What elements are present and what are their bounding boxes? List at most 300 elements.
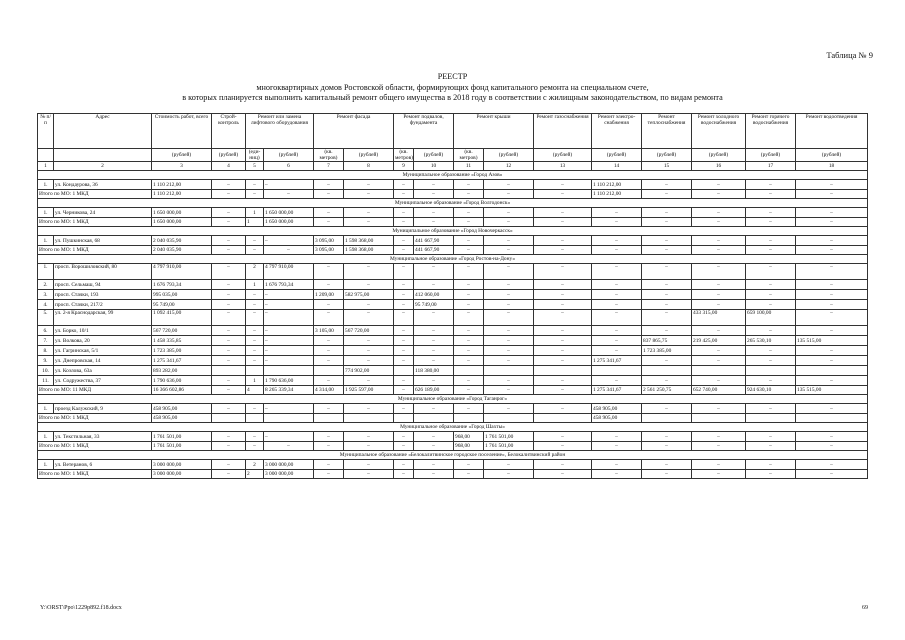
table-cell: 1. [38, 236, 54, 246]
table-cell: просп. Ворошиловский, 80 [54, 264, 152, 280]
table-row [38, 310, 868, 326]
table-cell: – [454, 326, 484, 336]
table-row [38, 376, 868, 386]
table-cell: – [746, 432, 796, 442]
table-cell: – [212, 290, 246, 300]
table-cell: – [394, 180, 414, 190]
table-cell: – [746, 300, 796, 310]
unit-cell: (рублей) [344, 149, 394, 162]
table-cell: 2 [246, 460, 264, 470]
table-cell: – [212, 236, 246, 246]
table-cell: – [796, 404, 868, 414]
total-row [38, 246, 868, 255]
total-cell: – [414, 218, 454, 227]
total-cell: – [454, 190, 484, 199]
table-cell: – [414, 264, 454, 280]
table-cell: – [642, 236, 692, 246]
table-cell: ул. Кондаурова, 36 [54, 180, 152, 190]
table-cell: – [746, 404, 796, 414]
table-cell [394, 366, 414, 376]
table-cell: – [484, 300, 534, 310]
unit-cell: (рублей) [264, 149, 314, 162]
table-cell: – [796, 236, 868, 246]
total-row [38, 442, 868, 451]
table-cell: – [692, 290, 746, 300]
table-cell: 95 749,00 [152, 300, 212, 310]
total-cell: – [484, 218, 534, 227]
table-cell: – [246, 300, 264, 310]
table-cell: – [484, 236, 534, 246]
col-number: 2 [54, 162, 152, 171]
total-cell: – [484, 470, 534, 479]
table-cell: – [642, 460, 692, 470]
total-cell: – [246, 246, 264, 255]
table-cell: – [592, 346, 642, 356]
table-cell: – [344, 346, 394, 356]
municipality-name: Муниципальное образование «Город Волгодонск» [38, 199, 868, 208]
table-cell: – [394, 432, 414, 442]
total-cell: 4 [246, 386, 264, 395]
table-cell: просп. Стачки, 193 [54, 290, 152, 300]
total-label: Итого по МО: 1 МКД [38, 442, 152, 451]
table-cell: 11. [38, 376, 54, 386]
table-cell: – [314, 460, 344, 470]
table-cell: ул. Гагринская, 5/1 [54, 346, 152, 356]
table-cell: – [592, 326, 642, 336]
header-drain: Ремонт водоотведения [796, 114, 868, 149]
table-row [38, 336, 868, 346]
total-cell [212, 414, 246, 423]
table-cell: – [534, 326, 592, 336]
table-cell: – [344, 264, 394, 280]
table-cell: 1 598 368,00 [344, 236, 394, 246]
table-cell: – [414, 310, 454, 326]
table-row [38, 264, 868, 280]
unit-cell: (рублей) [152, 149, 212, 162]
total-cell: 2 040 035,90 [152, 246, 212, 255]
footer-file-path: Y:\ORST\Ppo\1229p892.f18.docx [40, 605, 122, 611]
table-cell: 1 [246, 208, 264, 218]
table-cell: – [746, 376, 796, 386]
table-cell: – [592, 280, 642, 290]
table-cell: – [534, 346, 592, 356]
table-cell: 1 790 636,00 [264, 376, 314, 386]
table-cell: – [592, 432, 642, 442]
table-cell: – [454, 336, 484, 346]
table-cell: – [212, 376, 246, 386]
total-cell: – [314, 190, 344, 199]
table-cell: – [344, 376, 394, 386]
table-cell: – [394, 290, 414, 300]
total-cell: 1 650 000,00 [264, 218, 314, 227]
table-cell: 135 515,00 [796, 336, 868, 346]
table-cell: – [344, 208, 394, 218]
table-cell: – [796, 264, 868, 280]
header-gas: Ремонт газоснабжения [534, 114, 592, 149]
total-cell: – [592, 246, 642, 255]
table-cell: – [642, 326, 692, 336]
total-cell: – [642, 190, 692, 199]
table-cell: – [796, 460, 868, 470]
header-cold-water: Ремонт холодного водоснабжения [692, 114, 746, 149]
total-cell: 1 598 368,00 [344, 246, 394, 255]
table-cell: – [534, 356, 592, 366]
table-cell [264, 366, 314, 376]
total-cell: – [534, 386, 592, 395]
unit-cell: (рублей) [746, 149, 796, 162]
table-cell: – [314, 310, 344, 326]
table-cell: – [484, 290, 534, 300]
table-cell: 1 [246, 280, 264, 290]
table-cell: – [394, 376, 414, 386]
total-cell: – [796, 190, 868, 199]
col-number: 5 [246, 162, 264, 171]
footer-page-number: 69 [862, 605, 868, 611]
total-cell: – [414, 442, 454, 451]
table-cell: – [246, 310, 264, 326]
table-cell: – [746, 326, 796, 336]
total-cell: 3 095,00 [314, 246, 344, 255]
total-cell: – [746, 190, 796, 199]
total-cell: 16 366 602,86 [152, 386, 212, 395]
total-cell: – [212, 218, 246, 227]
table-cell: – [454, 264, 484, 280]
table-cell: – [394, 346, 414, 356]
total-cell: – [212, 442, 246, 451]
table-cell: – [484, 346, 534, 356]
table-cell: – [314, 404, 344, 414]
total-cell [264, 414, 314, 423]
table-cell: 3. [38, 290, 54, 300]
table-cell: 3 000 000,00 [152, 460, 212, 470]
table-cell: – [692, 300, 746, 310]
total-label: Итого по МО: 1 МКД [38, 470, 152, 479]
table-cell: 1 761 501,00 [152, 432, 212, 442]
table-cell: – [746, 356, 796, 366]
table-cell: – [534, 280, 592, 290]
table-cell: – [692, 460, 746, 470]
table-cell: – [246, 336, 264, 346]
table-cell: – [592, 376, 642, 386]
total-row [38, 386, 868, 395]
table-cell [454, 366, 484, 376]
total-cell: 1 110 212,00 [152, 190, 212, 199]
col-number: 18 [796, 162, 868, 171]
table-cell: проезд Калужский, 9 [54, 404, 152, 414]
table-cell: – [394, 356, 414, 366]
table-cell: – [642, 180, 692, 190]
table-cell: 7. [38, 336, 54, 346]
table-cell: 118 380,00 [414, 366, 454, 376]
header-num: № п/п [38, 114, 54, 149]
total-cell: – [314, 470, 344, 479]
table-cell: 5. [38, 310, 54, 326]
header-electric: Ремонт электро-снабжения [592, 114, 642, 149]
table-cell: ул. Борко, 10/1 [54, 326, 152, 336]
total-cell: 968,00 [454, 442, 484, 451]
table-cell: – [746, 280, 796, 290]
table-cell: – [484, 404, 534, 414]
table-cell: – [212, 310, 246, 326]
table-cell: ул. Козлова, 63а [54, 366, 152, 376]
total-cell: – [212, 386, 246, 395]
table-cell: – [212, 326, 246, 336]
table-cell [796, 366, 868, 376]
unit-cell: (рублей) [796, 149, 868, 162]
total-row [38, 190, 868, 199]
table-cell: 3 000 000,00 [264, 460, 314, 470]
col-number: 12 [484, 162, 534, 171]
table-cell: 995 035,00 [152, 290, 212, 300]
table-cell: – [746, 460, 796, 470]
table-cell: 1 676 793,34 [264, 280, 314, 290]
col-number: 13 [534, 162, 592, 171]
table-cell: – [454, 356, 484, 366]
table-row [38, 366, 868, 376]
unit-cell: (рублей) [692, 149, 746, 162]
table-cell: – [592, 300, 642, 310]
table-cell: 1 676 793,34 [152, 280, 212, 290]
table-cell: – [212, 180, 246, 190]
table-cell: – [344, 310, 394, 326]
total-cell: 626 189,00 [414, 386, 454, 395]
table-cell [642, 366, 692, 376]
municipality-row [38, 199, 868, 208]
table-cell: 1 790 636,00 [152, 376, 212, 386]
table-cell: – [534, 404, 592, 414]
table-cell: 2. [38, 280, 54, 290]
total-cell [394, 414, 414, 423]
unit-cell: (кв. метров) [454, 149, 484, 162]
total-cell: – [212, 190, 246, 199]
table-cell: – [796, 376, 868, 386]
table-cell: 4 797 910,00 [152, 264, 212, 280]
table-cell: 95 749,00 [414, 300, 454, 310]
table-cell: 1. [38, 180, 54, 190]
col-number: 9 [394, 162, 414, 171]
table-cell: – [264, 300, 314, 310]
table-cell: – [344, 404, 394, 414]
table-cell: 458 905,00 [152, 404, 212, 414]
table-cell: 774 902,00 [344, 366, 394, 376]
total-cell: – [344, 190, 394, 199]
total-cell: – [692, 218, 746, 227]
table-cell: – [314, 280, 344, 290]
table-cell: – [592, 460, 642, 470]
units-row [38, 149, 868, 162]
unit-cell: (кв. метров) [314, 149, 344, 162]
table-cell: – [394, 236, 414, 246]
total-cell: – [394, 442, 414, 451]
table-cell: 1 110 212,00 [152, 180, 212, 190]
total-cell: – [344, 442, 394, 451]
table-cell: 1. [38, 432, 54, 442]
table-cell: – [314, 336, 344, 346]
table-cell: 1. [38, 264, 54, 280]
table-cell: 1 209,00 [314, 290, 344, 300]
table-cell: – [454, 280, 484, 290]
col-number: 10 [414, 162, 454, 171]
header-facade: Ремонт фасада [314, 114, 394, 149]
table-cell: ул. Пушкинская, 68 [54, 236, 152, 246]
table-cell: 582 975,00 [344, 290, 394, 300]
table-cell: – [484, 208, 534, 218]
total-cell: – [692, 470, 746, 479]
table-cell: – [454, 404, 484, 414]
table-cell: – [592, 208, 642, 218]
table-cell: – [746, 236, 796, 246]
table-cell: ул. Ветеранов, 6 [54, 460, 152, 470]
table-cell: 1 650 000,00 [264, 208, 314, 218]
total-cell: 1 110 212,00 [592, 190, 642, 199]
table-cell: ул. Содружества, 37 [54, 376, 152, 386]
total-cell: – [344, 470, 394, 479]
table-row [38, 300, 868, 310]
total-cell: 2 [246, 470, 264, 479]
table-row [38, 236, 868, 246]
table-cell: – [212, 300, 246, 310]
total-row [38, 218, 868, 227]
total-cell: – [534, 470, 592, 479]
unit-cell [38, 149, 54, 162]
total-cell: – [796, 470, 868, 479]
table-cell: – [212, 336, 246, 346]
total-cell [746, 414, 796, 423]
table-cell [746, 366, 796, 376]
table-cell: 837 865,75 [642, 336, 692, 346]
table-cell: – [692, 180, 746, 190]
table-cell: – [264, 290, 314, 300]
total-cell: 458 905,00 [592, 414, 642, 423]
table-cell: – [246, 404, 264, 414]
total-cell [314, 414, 344, 423]
table-cell: 3 095,00 [314, 236, 344, 246]
table-cell: – [212, 264, 246, 280]
total-cell: – [454, 470, 484, 479]
table-number: Таблица № 9 [826, 50, 873, 60]
table-cell: – [484, 356, 534, 366]
header-address: Адрес [54, 114, 152, 149]
table-cell: – [642, 310, 692, 326]
table-cell: – [796, 290, 868, 300]
table-cell: – [344, 460, 394, 470]
table-cell: – [746, 264, 796, 280]
table-cell: – [796, 310, 868, 326]
total-cell [534, 414, 592, 423]
table-cell: – [592, 264, 642, 280]
total-cell: – [454, 386, 484, 395]
total-cell [246, 414, 264, 423]
table-cell: – [534, 432, 592, 442]
table-cell: – [692, 404, 746, 414]
table-cell: ул. Черникова, 24 [54, 208, 152, 218]
table-cell: – [246, 356, 264, 366]
table-cell: – [534, 180, 592, 190]
table-cell: 1 723 385,00 [642, 346, 692, 356]
table-cell: – [692, 376, 746, 386]
table-cell: – [414, 180, 454, 190]
table-cell: 458 905,00 [592, 404, 642, 414]
table-cell: – [692, 356, 746, 366]
table-cell: 1. [38, 208, 54, 218]
total-cell: – [692, 442, 746, 451]
total-cell: 1 650 000,00 [152, 218, 212, 227]
unit-cell: (рублей) [592, 149, 642, 162]
total-cell: – [484, 386, 534, 395]
table-cell: – [246, 326, 264, 336]
header-lift: Ремонт или замена лифтового оборудования [246, 114, 314, 149]
total-cell: – [796, 442, 868, 451]
table-cell: 968,00 [454, 432, 484, 442]
table-cell: – [642, 300, 692, 310]
total-cell: – [692, 246, 746, 255]
table-cell: – [592, 290, 642, 300]
table-row [38, 346, 868, 356]
table-row [38, 432, 868, 442]
table-cell: – [642, 404, 692, 414]
table-cell: – [314, 300, 344, 310]
total-label: Итого по МО: 1 МКД [38, 218, 152, 227]
table-cell: 219 425,00 [692, 336, 746, 346]
table-cell: просп. Сельмаш, 94 [54, 280, 152, 290]
total-cell: – [314, 218, 344, 227]
total-cell [692, 414, 746, 423]
table-cell [484, 366, 534, 376]
table-cell: 4. [38, 300, 54, 310]
table-cell: – [796, 346, 868, 356]
table-cell: – [314, 346, 344, 356]
total-cell: 3 000 000,00 [152, 470, 212, 479]
table-cell [246, 366, 264, 376]
table-cell: 1 275 341,67 [592, 356, 642, 366]
table-cell: – [414, 208, 454, 218]
table-cell: 412 060,00 [414, 290, 454, 300]
table-cell: – [394, 264, 414, 280]
total-cell: – [414, 190, 454, 199]
col-number: 15 [642, 162, 692, 171]
table-cell: 8. [38, 346, 54, 356]
table-cell: – [692, 280, 746, 290]
table-cell: 2 [246, 264, 264, 280]
col-number: 16 [692, 162, 746, 171]
table-cell: – [796, 300, 868, 310]
table-cell: – [454, 310, 484, 326]
table-cell: – [264, 346, 314, 356]
total-cell: 1 925 597,00 [344, 386, 394, 395]
table-cell [212, 366, 246, 376]
table-cell: 10. [38, 366, 54, 376]
table-cell: – [534, 236, 592, 246]
unit-cell: (еди-ниц) [246, 149, 264, 162]
total-cell: 1 761 501,00 [152, 442, 212, 451]
table-cell: – [692, 326, 746, 336]
table-cell: – [212, 280, 246, 290]
table-cell: – [484, 460, 534, 470]
table-cell: 3 105,00 [314, 326, 344, 336]
title-line-2: многоквартирных домов Ростовской области, формирующих фонд капитального ремонта на специальном счете, [256, 82, 649, 92]
table-cell: – [264, 356, 314, 366]
table-row [38, 290, 868, 300]
total-cell: 441 667,90 [414, 246, 454, 255]
table-cell: 9. [38, 356, 54, 366]
table-cell: – [484, 264, 534, 280]
total-cell: – [746, 470, 796, 479]
title-line-1: РЕЕСТР [437, 72, 468, 81]
table-cell: – [314, 264, 344, 280]
table-cell: 1 092 415,00 [152, 310, 212, 326]
table-cell: – [344, 280, 394, 290]
total-cell: – [592, 442, 642, 451]
